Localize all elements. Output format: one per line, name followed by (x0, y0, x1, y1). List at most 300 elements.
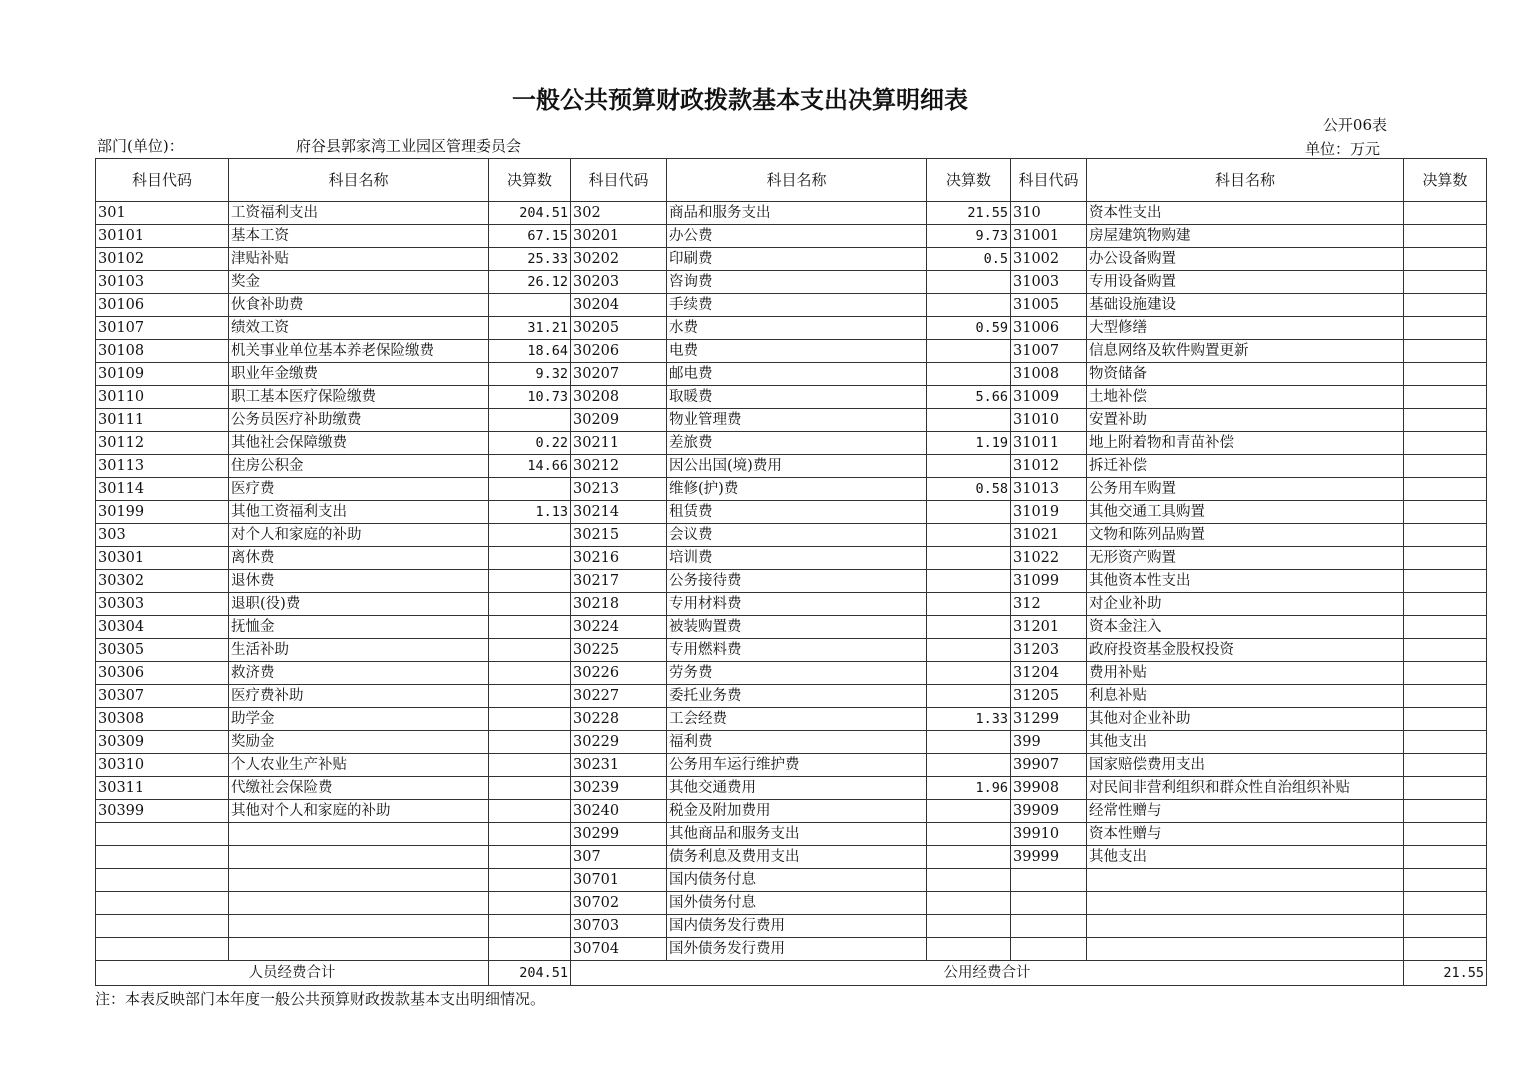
item-code: 30208 (571, 386, 667, 409)
header-amount-1: 决算数 (489, 159, 571, 202)
item-name: 因公出国(境)费用 (667, 455, 927, 478)
table-row (96, 800, 1487, 823)
item-amount: 9.73 (927, 225, 1011, 248)
item-name: 邮电费 (667, 363, 927, 386)
item-code: 30111 (96, 409, 229, 432)
table-row (96, 501, 1487, 524)
item-code: 30215 (571, 524, 667, 547)
item-code: 31011 (1011, 432, 1087, 455)
item-amount (1404, 869, 1487, 892)
item-code: 30206 (571, 340, 667, 363)
item-code: 31001 (1011, 225, 1087, 248)
item-code: 30106 (96, 294, 229, 317)
table-row (96, 248, 1487, 271)
item-name: 其他对个人和家庭的补助 (229, 800, 489, 823)
item-code: 310 (1011, 202, 1087, 225)
item-name: 助学金 (229, 708, 489, 731)
table-row (96, 386, 1487, 409)
item-amount (489, 892, 571, 915)
item-amount: 1.13 (489, 501, 571, 524)
item-amount (489, 915, 571, 938)
item-code (1011, 938, 1087, 961)
item-amount (1404, 501, 1487, 524)
item-code: 30212 (571, 455, 667, 478)
item-name: 国内债务付息 (667, 869, 927, 892)
item-code: 30101 (96, 225, 229, 248)
header-code-1: 科目代码 (96, 159, 229, 202)
item-code: 307 (571, 846, 667, 869)
item-amount (1404, 892, 1487, 915)
item-amount (1404, 823, 1487, 846)
item-name: 津贴补贴 (229, 248, 489, 271)
item-code: 30201 (571, 225, 667, 248)
header-name-1: 科目名称 (229, 159, 489, 202)
item-name (229, 869, 489, 892)
item-amount: 25.33 (489, 248, 571, 271)
item-code: 30202 (571, 248, 667, 271)
item-code: 31203 (1011, 639, 1087, 662)
table-row (96, 225, 1487, 248)
item-amount (489, 731, 571, 754)
form-code: 公开06表 (1322, 116, 1387, 134)
item-name: 其他对企业补助 (1087, 708, 1404, 731)
item-name: 资本性支出 (1087, 202, 1404, 225)
header-name-2: 科目名称 (667, 159, 927, 202)
item-amount (1404, 547, 1487, 570)
item-code: 30231 (571, 754, 667, 777)
item-amount (1404, 800, 1487, 823)
item-code (96, 869, 229, 892)
item-amount (489, 547, 571, 570)
item-code: 30309 (96, 731, 229, 754)
item-amount (927, 938, 1011, 961)
item-code: 39910 (1011, 823, 1087, 846)
item-name: 福利费 (667, 731, 927, 754)
item-amount (1404, 639, 1487, 662)
header-code-3: 科目代码 (1011, 159, 1087, 202)
item-code: 30228 (571, 708, 667, 731)
item-code: 31003 (1011, 271, 1087, 294)
table-row (96, 455, 1487, 478)
item-amount: 67.15 (489, 225, 571, 248)
item-name: 大型修缮 (1087, 317, 1404, 340)
item-code: 301 (96, 202, 229, 225)
item-name: 职工基本医疗保险缴费 (229, 386, 489, 409)
item-code: 30301 (96, 547, 229, 570)
item-amount (489, 823, 571, 846)
item-amount (1404, 294, 1487, 317)
item-name: 其他社会保障缴费 (229, 432, 489, 455)
item-code: 30703 (571, 915, 667, 938)
item-name: 安置补助 (1087, 409, 1404, 432)
department-label: 部门(单位)： (97, 137, 184, 155)
item-name: 绩效工资 (229, 317, 489, 340)
item-name: 租赁费 (667, 501, 927, 524)
item-name: 信息网络及软件购置更新 (1087, 340, 1404, 363)
item-code: 31009 (1011, 386, 1087, 409)
item-amount (927, 846, 1011, 869)
item-amount (489, 938, 571, 961)
personnel-total-value: 204.51 (489, 961, 571, 986)
item-amount (927, 294, 1011, 317)
item-code: 30303 (96, 593, 229, 616)
item-name: 对民间非营利组织和群众性自治组织补贴 (1087, 777, 1404, 800)
item-name: 工会经费 (667, 708, 927, 731)
item-amount (1404, 340, 1487, 363)
item-name: 土地补偿 (1087, 386, 1404, 409)
item-name: 离休费 (229, 547, 489, 570)
item-code: 30224 (571, 616, 667, 639)
totals-row (96, 961, 1487, 986)
item-code (96, 915, 229, 938)
item-code: 30225 (571, 639, 667, 662)
item-code: 30207 (571, 363, 667, 386)
item-amount (1404, 524, 1487, 547)
item-amount (1404, 478, 1487, 501)
item-code (1011, 869, 1087, 892)
table-row (96, 340, 1487, 363)
item-name (1087, 892, 1404, 915)
item-amount (489, 708, 571, 731)
item-amount (489, 777, 571, 800)
item-code: 399 (1011, 731, 1087, 754)
item-name: 抚恤金 (229, 616, 489, 639)
item-amount (1404, 386, 1487, 409)
item-amount (927, 593, 1011, 616)
item-amount (927, 662, 1011, 685)
item-code: 30239 (571, 777, 667, 800)
item-name: 退休费 (229, 570, 489, 593)
item-amount (1404, 846, 1487, 869)
item-amount (489, 570, 571, 593)
item-name: 公务接待费 (667, 570, 927, 593)
item-code: 30107 (96, 317, 229, 340)
table-row (96, 777, 1487, 800)
item-code: 30302 (96, 570, 229, 593)
item-name: 生活补助 (229, 639, 489, 662)
item-amount (927, 731, 1011, 754)
table-row (96, 363, 1487, 386)
item-code: 30110 (96, 386, 229, 409)
item-name: 其他支出 (1087, 731, 1404, 754)
table-row (96, 432, 1487, 455)
item-code: 30205 (571, 317, 667, 340)
item-name: 个人农业生产补贴 (229, 754, 489, 777)
item-amount (927, 685, 1011, 708)
item-name: 职业年金缴费 (229, 363, 489, 386)
item-amount (489, 409, 571, 432)
item-amount (927, 616, 1011, 639)
item-amount (489, 685, 571, 708)
item-code: 30229 (571, 731, 667, 754)
item-name: 费用补贴 (1087, 662, 1404, 685)
table-row (96, 524, 1487, 547)
item-amount (1404, 593, 1487, 616)
item-name: 维修(护)费 (667, 478, 927, 501)
unit-label: 单位：万元 (1304, 140, 1380, 158)
table-row (96, 294, 1487, 317)
item-code: 30306 (96, 662, 229, 685)
item-amount: 0.22 (489, 432, 571, 455)
item-amount (489, 593, 571, 616)
table-row (96, 708, 1487, 731)
item-amount: 5.66 (927, 386, 1011, 409)
item-code (96, 938, 229, 961)
item-code (96, 892, 229, 915)
item-amount (1404, 938, 1487, 961)
page-title: 一般公共预算财政拨款基本支出决算明细表 (512, 85, 968, 114)
item-code: 302 (571, 202, 667, 225)
item-name: 水费 (667, 317, 927, 340)
item-name: 伙食补助费 (229, 294, 489, 317)
item-code: 30704 (571, 938, 667, 961)
item-name: 其他资本性支出 (1087, 570, 1404, 593)
public-total-value: 21.55 (1404, 961, 1487, 986)
item-code: 30240 (571, 800, 667, 823)
item-amount: 18.64 (489, 340, 571, 363)
table-row (96, 547, 1487, 570)
item-code: 30308 (96, 708, 229, 731)
item-name: 咨询费 (667, 271, 927, 294)
item-code: 31013 (1011, 478, 1087, 501)
item-name: 无形资产购置 (1087, 547, 1404, 570)
item-name (229, 938, 489, 961)
item-code (96, 846, 229, 869)
item-code: 30213 (571, 478, 667, 501)
item-name: 办公费 (667, 225, 927, 248)
item-name: 对个人和家庭的补助 (229, 524, 489, 547)
table-row (96, 317, 1487, 340)
item-amount (927, 915, 1011, 938)
item-code: 303 (96, 524, 229, 547)
item-amount (1404, 662, 1487, 685)
item-name: 房屋建筑物购建 (1087, 225, 1404, 248)
item-name: 劳务费 (667, 662, 927, 685)
item-name: 基本工资 (229, 225, 489, 248)
item-code: 30103 (96, 271, 229, 294)
item-code: 31006 (1011, 317, 1087, 340)
item-amount: 21.55 (927, 202, 1011, 225)
header-amount-2: 决算数 (927, 159, 1011, 202)
item-amount (489, 639, 571, 662)
item-amount (927, 754, 1011, 777)
item-amount (927, 869, 1011, 892)
item-code: 30211 (571, 432, 667, 455)
item-code: 30310 (96, 754, 229, 777)
item-code: 30108 (96, 340, 229, 363)
item-name: 经常性赠与 (1087, 800, 1404, 823)
item-amount (1404, 271, 1487, 294)
item-code: 31002 (1011, 248, 1087, 271)
item-name (229, 846, 489, 869)
item-name: 地上附着物和青苗补偿 (1087, 432, 1404, 455)
item-code (1011, 892, 1087, 915)
table-row (96, 616, 1487, 639)
item-amount (489, 478, 571, 501)
item-name (229, 892, 489, 915)
item-name: 对企业补助 (1087, 593, 1404, 616)
item-name: 其他支出 (1087, 846, 1404, 869)
item-name: 利息补贴 (1087, 685, 1404, 708)
personnel-total-label: 人员经费合计 (96, 961, 489, 986)
table-row (96, 271, 1487, 294)
item-name: 国家赔偿费用支出 (1087, 754, 1404, 777)
item-amount: 0.59 (927, 317, 1011, 340)
item-amount (927, 340, 1011, 363)
item-name: 公务用车购置 (1087, 478, 1404, 501)
item-name (1087, 869, 1404, 892)
item-amount (489, 524, 571, 547)
item-code: 39909 (1011, 800, 1087, 823)
item-amount (1404, 915, 1487, 938)
item-code: 30701 (571, 869, 667, 892)
item-amount (1404, 777, 1487, 800)
item-name (229, 823, 489, 846)
item-amount (927, 892, 1011, 915)
item-code: 30113 (96, 455, 229, 478)
item-amount (1404, 685, 1487, 708)
item-amount (1404, 754, 1487, 777)
item-amount (1404, 455, 1487, 478)
header-code-2: 科目代码 (571, 159, 667, 202)
table-row (96, 754, 1487, 777)
item-name: 取暖费 (667, 386, 927, 409)
item-amount (489, 869, 571, 892)
department-name: 府谷县郭家湾工业园区管理委员会 (296, 137, 522, 155)
item-name: 拆迁补偿 (1087, 455, 1404, 478)
table-row (96, 869, 1487, 892)
item-name: 资本性赠与 (1087, 823, 1404, 846)
item-amount (1404, 616, 1487, 639)
item-amount: 0.5 (927, 248, 1011, 271)
item-name: 公务用车运行维护费 (667, 754, 927, 777)
footnote: 注：本表反映部门本年度一般公共预算财政拨款基本支出明细情况。 (95, 990, 546, 1008)
item-amount: 14.66 (489, 455, 571, 478)
item-name: 物业管理费 (667, 409, 927, 432)
item-code: 31022 (1011, 547, 1087, 570)
item-code: 30209 (571, 409, 667, 432)
item-name: 委托业务费 (667, 685, 927, 708)
item-name: 国外债务付息 (667, 892, 927, 915)
item-code: 31005 (1011, 294, 1087, 317)
item-amount (927, 547, 1011, 570)
item-code: 30217 (571, 570, 667, 593)
item-code: 31201 (1011, 616, 1087, 639)
item-amount: 10.73 (489, 386, 571, 409)
item-code: 30203 (571, 271, 667, 294)
item-code: 30214 (571, 501, 667, 524)
item-name: 手续费 (667, 294, 927, 317)
item-code: 30227 (571, 685, 667, 708)
item-name: 专用燃料费 (667, 639, 927, 662)
item-code: 30218 (571, 593, 667, 616)
item-code: 30299 (571, 823, 667, 846)
item-name: 其他工资福利支出 (229, 501, 489, 524)
item-name: 债务利息及费用支出 (667, 846, 927, 869)
item-name: 专用材料费 (667, 593, 927, 616)
item-code: 30204 (571, 294, 667, 317)
item-amount: 1.33 (927, 708, 1011, 731)
item-code: 30216 (571, 547, 667, 570)
item-amount (1404, 432, 1487, 455)
table-row (96, 731, 1487, 754)
item-name: 奖励金 (229, 731, 489, 754)
item-amount (489, 754, 571, 777)
item-code: 30109 (96, 363, 229, 386)
item-name: 住房公积金 (229, 455, 489, 478)
item-name: 商品和服务支出 (667, 202, 927, 225)
item-amount (927, 800, 1011, 823)
item-amount (1404, 708, 1487, 731)
item-name: 税金及附加费用 (667, 800, 927, 823)
item-name: 其他交通工具购置 (1087, 501, 1404, 524)
item-name: 其他商品和服务支出 (667, 823, 927, 846)
item-name: 资本金注入 (1087, 616, 1404, 639)
item-name: 办公设备购置 (1087, 248, 1404, 271)
public-total-label: 公用经费合计 (571, 961, 1404, 986)
item-amount (927, 823, 1011, 846)
item-amount (489, 846, 571, 869)
item-amount (927, 524, 1011, 547)
item-code: 31019 (1011, 501, 1087, 524)
item-amount (1404, 409, 1487, 432)
table-row (96, 915, 1487, 938)
item-code: 30114 (96, 478, 229, 501)
header-row (96, 159, 1487, 202)
item-amount: 0.58 (927, 478, 1011, 501)
item-amount (927, 501, 1011, 524)
item-code: 30102 (96, 248, 229, 271)
table-row (96, 478, 1487, 501)
table-row (96, 639, 1487, 662)
item-amount (927, 570, 1011, 593)
table-row (96, 593, 1487, 616)
item-name: 救济费 (229, 662, 489, 685)
item-amount: 31.21 (489, 317, 571, 340)
item-code: 312 (1011, 593, 1087, 616)
item-code: 30304 (96, 616, 229, 639)
item-code: 31012 (1011, 455, 1087, 478)
item-name: 代缴社会保险费 (229, 777, 489, 800)
item-name: 会议费 (667, 524, 927, 547)
item-code: 30702 (571, 892, 667, 915)
item-code: 30112 (96, 432, 229, 455)
item-code: 30199 (96, 501, 229, 524)
table-row (96, 892, 1487, 915)
item-code: 30307 (96, 685, 229, 708)
item-name: 差旅费 (667, 432, 927, 455)
item-code: 31021 (1011, 524, 1087, 547)
item-name: 物资储备 (1087, 363, 1404, 386)
table-row (96, 685, 1487, 708)
item-name: 文物和陈列品购置 (1087, 524, 1404, 547)
item-code: 30305 (96, 639, 229, 662)
item-name (229, 915, 489, 938)
item-amount (927, 409, 1011, 432)
header-name-3: 科目名称 (1087, 159, 1404, 202)
item-name: 国内债务发行费用 (667, 915, 927, 938)
table-row (96, 202, 1487, 225)
item-amount: 1.19 (927, 432, 1011, 455)
header-amount-3: 决算数 (1404, 159, 1487, 202)
item-amount (1404, 363, 1487, 386)
table-row (96, 823, 1487, 846)
item-code (1011, 915, 1087, 938)
item-name: 电费 (667, 340, 927, 363)
table-row (96, 570, 1487, 593)
item-code: 39999 (1011, 846, 1087, 869)
item-code: 30399 (96, 800, 229, 823)
